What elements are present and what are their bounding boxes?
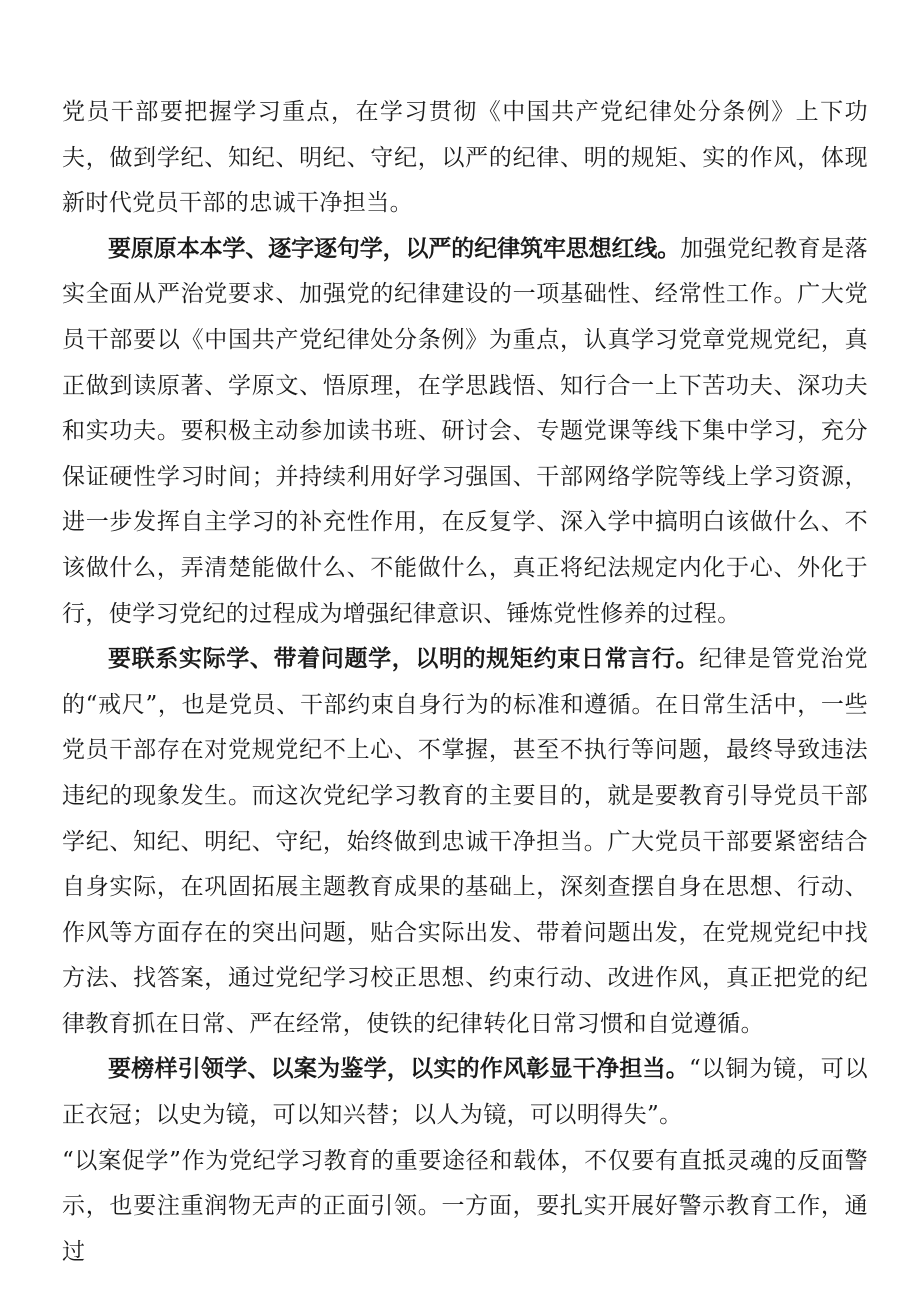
paragraph-study-with-practice <box>62 637 868 1047</box>
paragraph-text: 纪律是管党治党的“戒尺”，也是党员、干部约束自身行为的标准和遵循。在日常生活中，一些党员干部存在对党规党纪不上心、不掌握，甚至不执行等问题，最终导致违法违纪的现象发生。而这次党纪学习教育的主要目的，就是要教育引导党员干部学纪、知纪、明纪、守纪，始终做到忠诚干净担当。广大党员干部要紧密结合自身实际，在巩固拓展主题教育成果的基础上，深刻查摆自身在思想、行动、作风等方面存在的突出问题，贴合实际出发、带着问题出发，在党规党纪中找方法、找答案，通过党纪学习校正思想、约束行动、改进作风，真正把党的纪律教育抓在日常、严在经常，使铁的纪律转化日常习惯和自觉遵循。 <box>62 646 868 1037</box>
paragraph-study-thoroughly <box>62 227 868 637</box>
paragraph-heading: 要榜样引领学、以案为鉴学，以实的作风彰显干净担当。 <box>108 1056 689 1083</box>
paragraph-intro <box>62 90 868 227</box>
paragraph-case-study <box>62 1139 868 1276</box>
paragraph-text: 党员干部要把握学习重点，在学习贯彻《中国共产党纪律处分条例》上下功夫，做到学纪、知纪、明纪、守纪，以严的纪律、明的规矩、实的作风，体现新时代党员干部的忠诚干净担当。 <box>62 99 868 217</box>
paragraph-text: “以铜为镜，可以正衣冠；以史为镜，可以知兴替；以人为镜，可以明得失”。 <box>62 1056 868 1129</box>
paragraph-heading: 要联系实际学、带着问题学，以明的规矩约束日常言行。 <box>108 646 700 673</box>
document-body <box>62 90 868 1275</box>
paragraph-study-by-example <box>62 1047 868 1138</box>
paragraph-text: 加强党纪教育是落实全面从严治党要求、加强党的纪律建设的一项基础性、经常性工作。广大党员干部要以《中国共产党纪律处分条例》为重点，认真学习党章党规党纪，真正做到读原著、学原文、悟原理，在学思践悟、知行合一上下苦功夫、深功夫和实功夫。要积极主动参加读书班、研讨会、专题党课等线下集中学习，充分保证硬性学习时间；并持续利用好学习强国、干部网络学院等线上学习资源，进一步发挥自主学习的补充性作用，在反复学、深入学中搞明白该做什么、不该做什么，弄清楚能做什么、不能做什么，真正将纪法规定内化于心、外化于行，使学习党纪的过程成为增强纪律意识、锤炼党性修养的过程。 <box>62 235 868 627</box>
paragraph-text: “以案促学”作为党纪学习教育的重要途径和载体，不仅要有直抵灵魂的反面警示，也要注重润物无声的正面引领。一方面，要扎实开展好警示教育工作，通过 <box>62 1147 868 1265</box>
paragraph-heading: 要原原本本学、逐字逐句学，以严的纪律筑牢思想红线。 <box>108 235 681 262</box>
